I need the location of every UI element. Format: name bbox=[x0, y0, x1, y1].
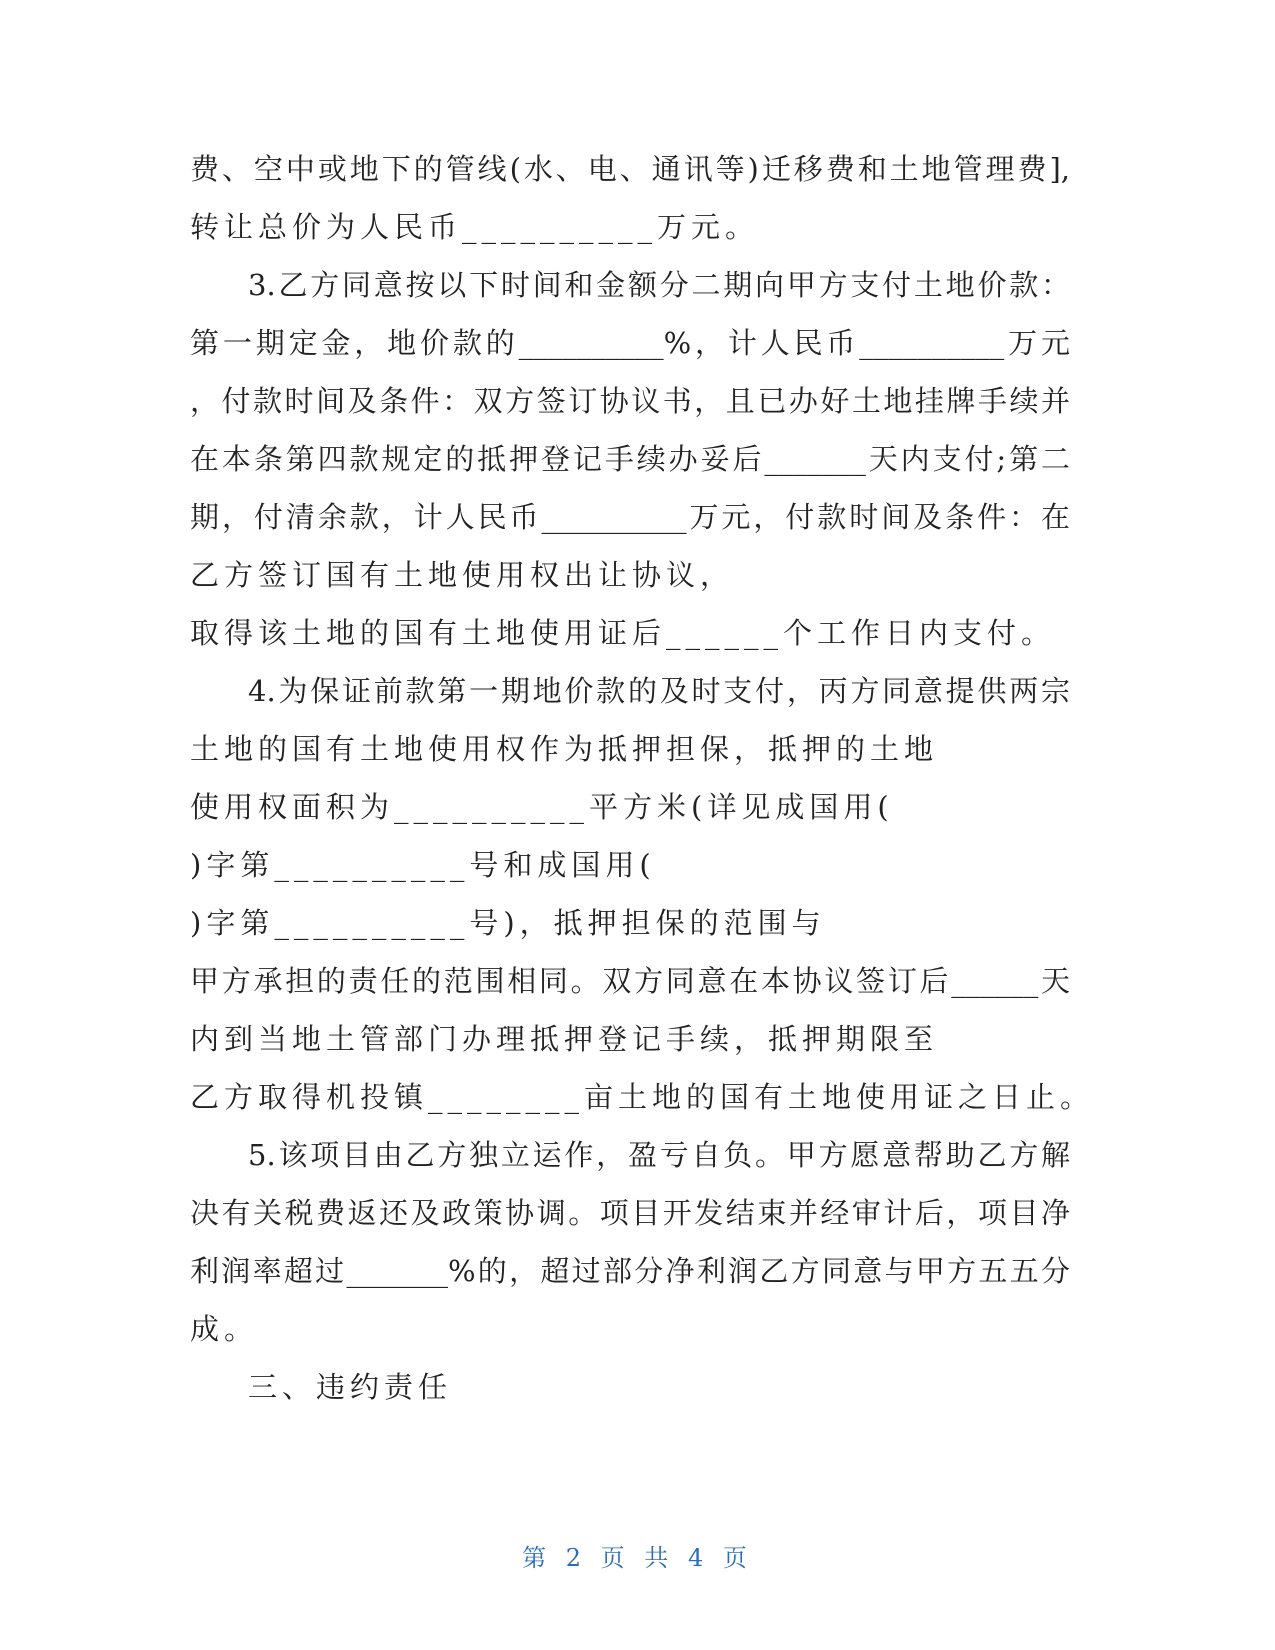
section-heading-liability: 三、违约责任 bbox=[248, 1370, 453, 1404]
text-line: )字第__________号)，抵押担保的范围与 bbox=[190, 906, 826, 940]
text-line: 甲方承担的责任的范围相同。双方同意在本协议签订后______天 bbox=[190, 964, 1070, 998]
text-line: 费、空中或地下的管线(水、电、通讯等)迁移费和土地管理费], bbox=[190, 152, 1070, 186]
clause-3-heading-line: 3.乙方同意按以下时间和金额分二期向甲方支付土地价款： bbox=[248, 268, 1070, 302]
clause-5-heading-line: 5.该项目由乙方独立运作，盈亏自负。甲方愿意帮助乙方解 bbox=[248, 1138, 1070, 1172]
text-line: 乙方签订国有土地使用权出让协议， bbox=[190, 558, 735, 592]
text-line: 期，付清余款，计人民币__________万元，付款时间及条件：在 bbox=[190, 500, 1070, 534]
text-line: 成。 bbox=[190, 1312, 259, 1346]
text-line: 在本条第四款规定的抵押登记手续办妥后_______天内支付;第二 bbox=[190, 442, 1070, 476]
text-line: 转让总价为人民币__________万元。 bbox=[190, 210, 760, 244]
clause-4-heading-line: 4.为保证前款第一期地价款的及时支付，丙方同意提供两宗 bbox=[248, 674, 1070, 708]
text-line: 决有关税费返还及政策协调。项目开发结束并经审计后，项目净 bbox=[190, 1196, 1070, 1230]
text-line: 土地的国有土地使用权作为抵押担保，抵押的土地 bbox=[190, 732, 939, 766]
text-line: 利润率超过_______%的，超过部分净利润乙方同意与甲方五五分 bbox=[190, 1254, 1070, 1288]
page-number-footer: 第 2 页 共 4 页 bbox=[522, 1544, 753, 1572]
text-line: 取得该土地的国有土地使用证后______个工作日内支付。 bbox=[190, 616, 1056, 650]
text-line: 乙方取得机投镇________亩土地的国有土地使用证之日止。 bbox=[190, 1080, 1095, 1114]
document-body bbox=[190, 140, 1095, 1416]
text-line: ，付款时间及条件：双方签订协议书，且已办好土地挂牌手续并 bbox=[190, 384, 1070, 418]
text-line: )字第__________号和成国用( bbox=[190, 848, 656, 882]
text-line: 使用权面积为__________平方米(详见成国用( bbox=[190, 790, 894, 824]
text-line: 内到当地土管部门办理抵押登记手续，抵押期限至 bbox=[190, 1022, 939, 1056]
text-line: 第一期定金，地价款的__________%，计人民币__________万元 bbox=[190, 326, 1070, 360]
